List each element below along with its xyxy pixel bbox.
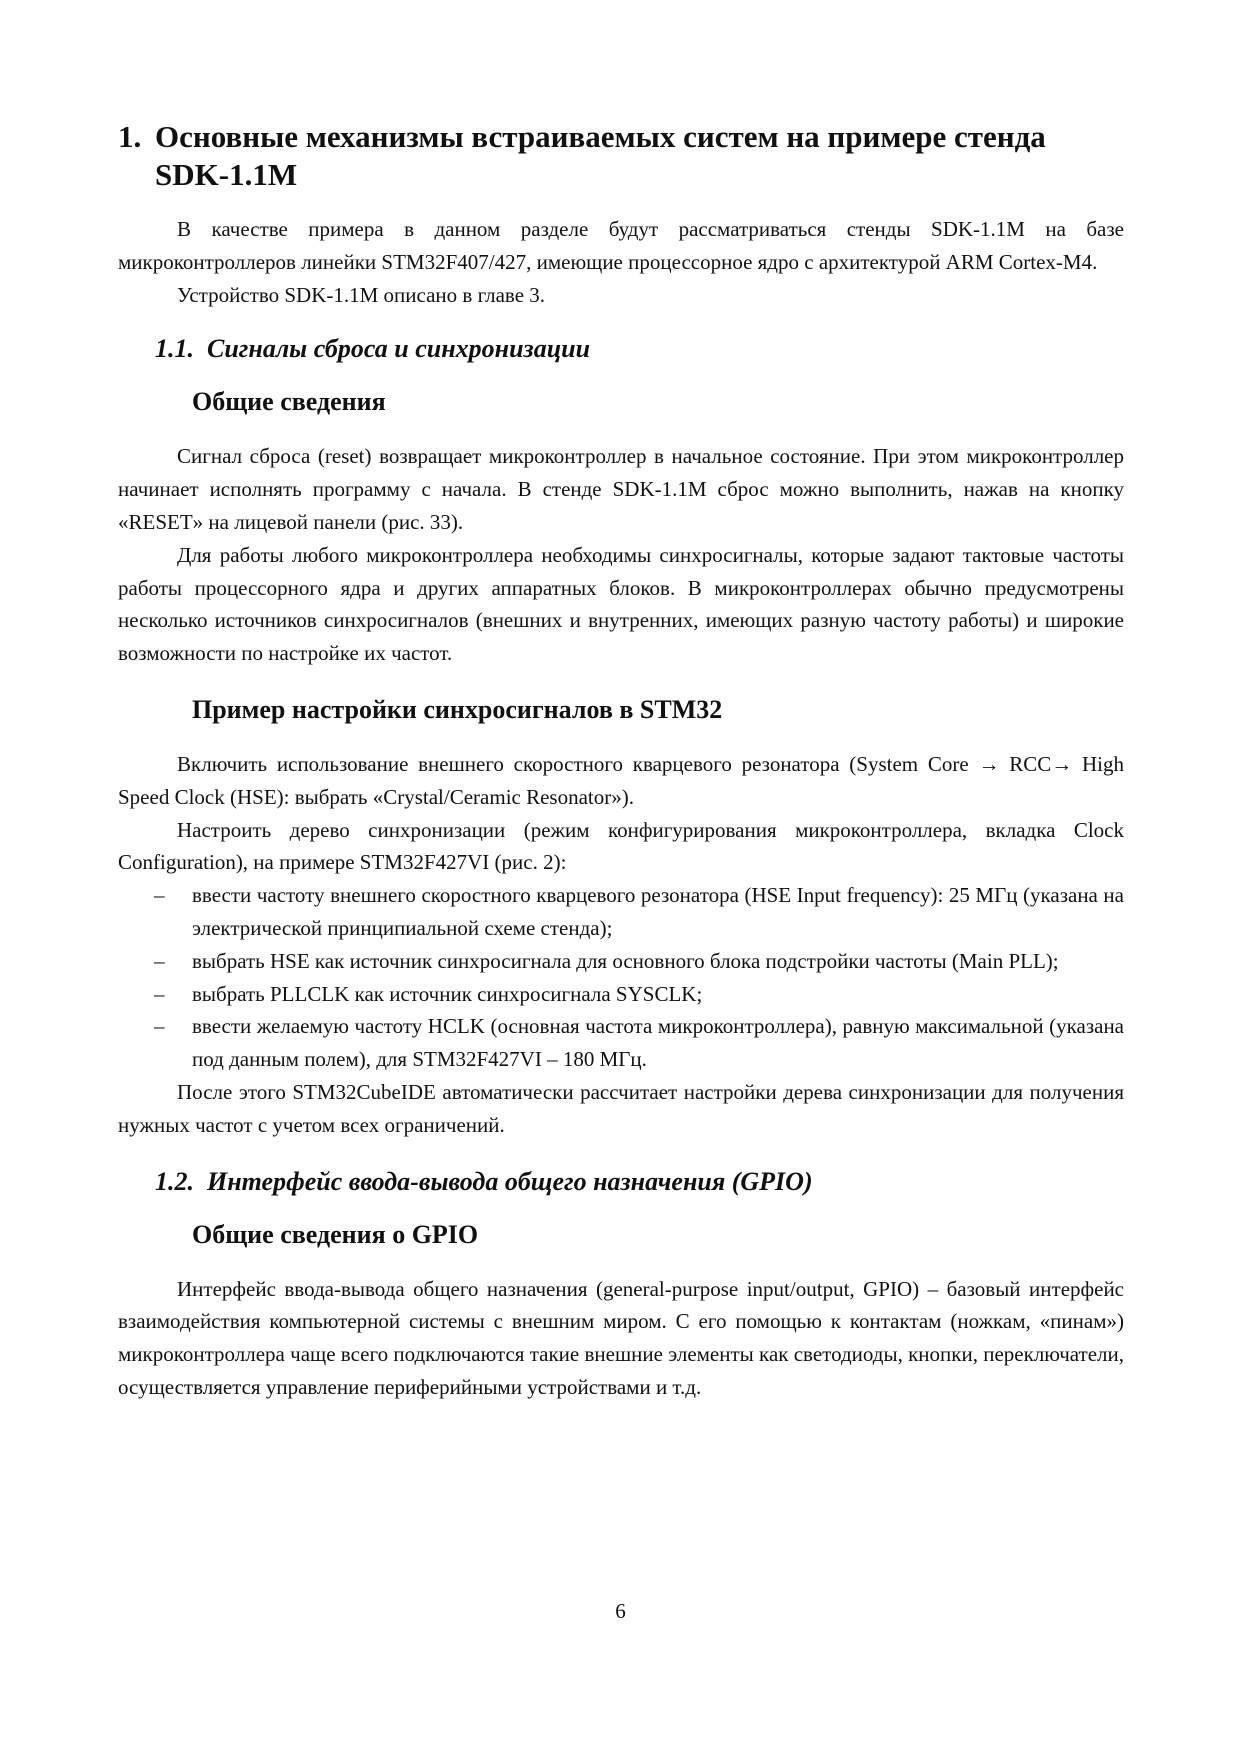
subsection-heading: Общие сведения: [192, 387, 386, 417]
page-content: [118, 118, 1124, 1404]
subsection-heading: Пример настройки синхросигналов в STM32: [192, 694, 723, 724]
body-paragraph: Интерфейс ввода-вывода общего назначения (general-purpose input/output, GPIO) – базовый интерфейс взаимодействия компьютерной системы с внешним миром. С его помощью к контактам (ножкам, «пинам») микроконтроллера чаще всего подключаются такие внешние элементы как светодиоды, кнопки, переключатели, осуществляется управление периферийными устройствами и т.д.: [118, 1276, 1124, 1399]
list-item: [118, 945, 1124, 978]
section-title: Интерфейс ввода-вывода общего назначения (GPIO): [207, 1166, 813, 1196]
section-heading-1-1: [118, 333, 1124, 365]
intro-paragraph: В качестве примера в данном разделе будут рассматриваться стенды SDK-1.1M на базе микроконтроллеров линейки STM32F407/427, имеющие процессорное ядро с архитектурой ARM Cortex-M4.: [118, 217, 1124, 274]
list-item: [118, 879, 1124, 945]
chapter-title: Основные механизмы встраиваемых систем на примере стенда SDK-1.1M: [155, 119, 1046, 192]
dash-marker: –: [154, 981, 165, 1006]
body-paragraph: После этого STM32CubeIDE автоматически рассчитает настройки дерева синхронизации для получения нужных частот с учетом всех ограничений.: [118, 1079, 1124, 1137]
section-number: 1.2.: [155, 1166, 194, 1196]
list-item-text: выбрать HSE как источник синхросигнала для основного блока подстройки частоты (Main PLL);: [192, 948, 1059, 973]
settings-list: [118, 879, 1124, 1076]
dash-marker: –: [154, 883, 165, 908]
section-number: 1.1.: [155, 334, 194, 364]
section-title: Сигналы сброса и синхронизации: [207, 334, 591, 364]
subsection-heading: Общие сведения о GPIO: [192, 1219, 479, 1249]
list-item: [118, 1010, 1124, 1076]
intro-paragraph: Устройство SDK-1.1M описано в главе 3.: [177, 282, 546, 307]
section-heading-1-2: [118, 1166, 1124, 1198]
page-number: 6: [615, 1599, 626, 1623]
body-paragraph: Для работы любого микроконтроллера необходимы синхросигналы, которые задают тактовые частоты работы процессорного ядра и других аппаратных блоков. В микроконтроллерах обычно предусмотрены несколько источников синхросигналов (внешних и внутренних, имеющих разную частоту работы) и широкие возможности по настройке их частот.: [118, 542, 1124, 666]
body-paragraph: Настроить дерево синхронизации (режим конфигурирования микроконтроллера, вкладка Clock Configuration), на примере STM32F427VI (рис. 2):: [118, 817, 1124, 875]
dash-marker: –: [154, 1014, 165, 1039]
list-item-text: ввести желаемую частоту HCLK (основная частота микроконтроллера), равную максимальной (указана под данным полем), для STM32F427VI – 180 МГц.: [192, 1014, 1124, 1072]
list-item: [118, 978, 1124, 1011]
body-paragraph: Сигнал сброса (reset) возвращает микроконтроллер в начальное состояние. При этом микроконтроллер начинает исполнять программу с начала. В стенде SDK-1.1M сброс можно выполнить, нажав на кнопку «RESET» на лицевой панели (рис. 33).: [118, 444, 1124, 534]
list-item-text: выбрать PLLCLK как источник синхросигнала SYSCLK;: [192, 981, 703, 1006]
body-paragraph: Включить использование внешнего скоростного кварцевого резонатора (System Core → RCC→ High Speed Clock (HSE): выбрать «Crystal/Ceramic Resonator»).: [118, 751, 1124, 809]
dash-marker: –: [154, 948, 165, 973]
list-item-text: ввести частоту внешнего скоростного кварцевого резонатора (HSE Input frequency): 25 МГц (указана на электрической принципиальной схеме стенда);: [192, 883, 1124, 940]
chapter-heading: [118, 118, 1124, 194]
chapter-number: 1.: [118, 119, 142, 154]
